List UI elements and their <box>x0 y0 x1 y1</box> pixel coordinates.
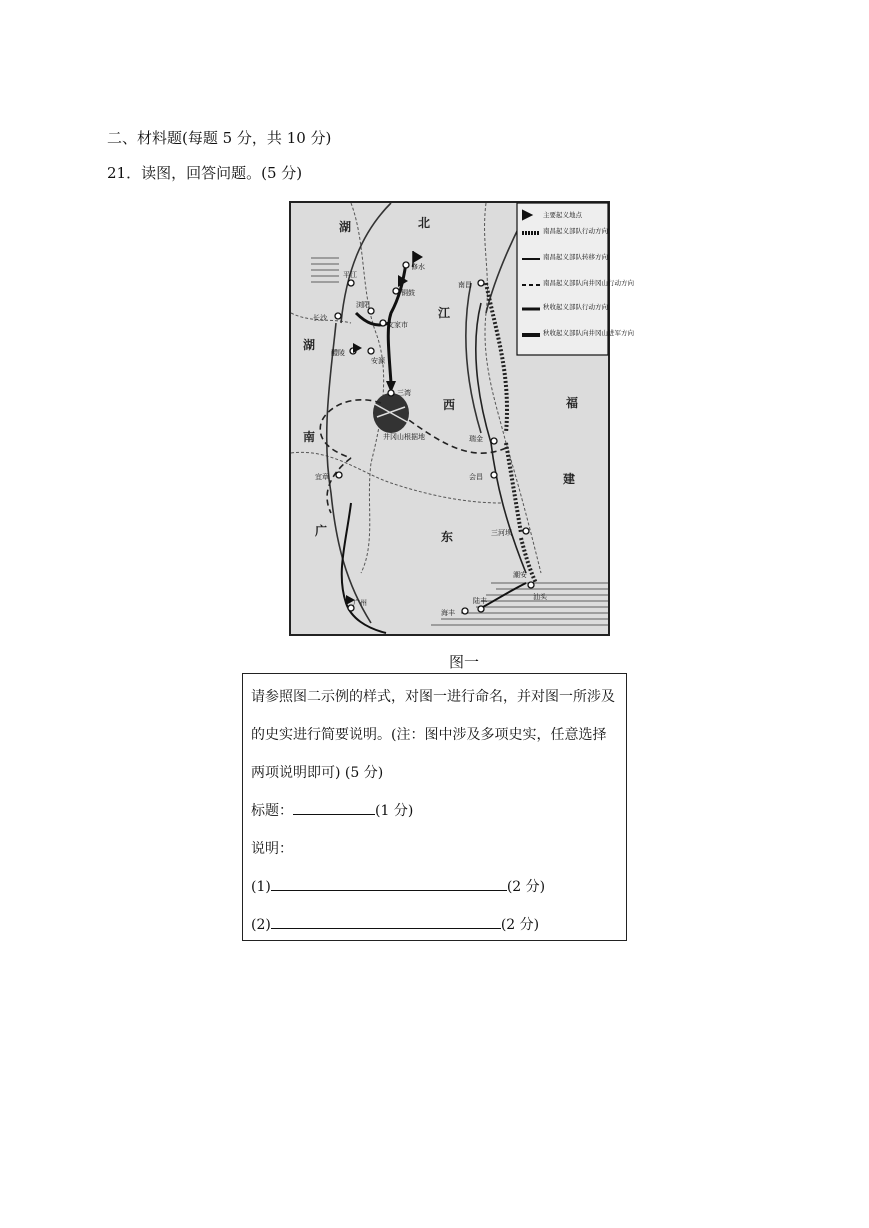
explain-label: 说明： <box>251 841 293 857</box>
map-place-lufeng: 陆丰 <box>473 597 487 605</box>
legend-item-2: 南昌起义部队行动方向 <box>543 227 608 235</box>
legend-item-1: 主要起义地点 <box>543 211 582 219</box>
map-place-changsha: 长沙 <box>313 314 327 322</box>
item1-answer-line[interactable] <box>271 874 507 891</box>
title-points: (1 分) <box>375 803 414 819</box>
historical-map <box>289 201 634 636</box>
item1-row <box>251 868 618 906</box>
map-label-jiang: 江 <box>438 306 451 320</box>
figure-caption: 图一 <box>449 653 480 671</box>
map-place-jinggangshan: 井冈山根据地 <box>383 433 425 441</box>
title-answer-line[interactable] <box>293 798 375 815</box>
item2-row <box>251 906 618 944</box>
map-place-pingjiang: 平江 <box>343 271 357 279</box>
map-label-guang: 广 <box>315 524 328 538</box>
map-place-huichang: 会昌 <box>469 473 483 481</box>
map-place-anyuan: 安源 <box>371 357 385 365</box>
map-place-haifeng: 海丰 <box>441 609 455 617</box>
answer-box <box>242 673 627 941</box>
legend-item-3: 南昌起义部队转移方向 <box>543 253 608 261</box>
map-label-nan: 南 <box>303 430 316 444</box>
map-label-xi: 西 <box>443 398 456 412</box>
item1-label: (1) <box>251 879 271 895</box>
map-place-xiushui: 修水 <box>411 263 425 271</box>
item1-points: (2 分) <box>506 879 546 895</box>
map-place-liling: 醴陵 <box>331 349 345 357</box>
legend-item-4: 南昌起义部队向井冈山行动方向 <box>543 279 634 287</box>
map-place-sanwan: 三湾 <box>397 389 411 397</box>
map-place-yizhang: 宜章 <box>315 473 329 481</box>
map-label-hu-2: 湖 <box>303 338 316 352</box>
section-heading: 二、材料题(每题 5 分，共 10 分) <box>107 129 332 147</box>
map-place-nanchang: 南昌 <box>458 281 472 289</box>
map-place-chaoan: 潮安 <box>513 571 527 579</box>
map-label-dong: 东 <box>441 530 454 544</box>
map-place-ruijin: 瑞金 <box>469 435 483 443</box>
title-label: 标题： <box>251 803 293 819</box>
question-title: 21．读图，回答问题。(5 分) <box>107 164 303 182</box>
item2-points: (2 分) <box>500 917 540 933</box>
map-label-hu-1: 湖 <box>339 220 352 234</box>
instruction-text: 请参照图二示例的样式，对图一进行命名，并对图一所涉及的史实进行简要说明。(注：图中涉及多项史实，任意选择两项说明即可) (5 分) <box>251 689 615 781</box>
item2-answer-line[interactable] <box>271 912 501 929</box>
map-legend <box>517 203 635 355</box>
map-place-tonggu: 铜鼓 <box>401 289 415 297</box>
legend-item-6: 秋收起义部队向井冈山进军方向 <box>543 329 634 337</box>
map-place-liuyang: 浏阳 <box>356 301 370 309</box>
map-place-shantou: 汕头 <box>533 593 547 601</box>
map-place-wenjiashi: 文家市 <box>387 321 408 329</box>
map-label-fu: 福 <box>566 396 579 410</box>
map-label-jian: 建 <box>563 472 576 486</box>
legend-item-5: 秋收起义部队行动方向 <box>543 303 608 311</box>
map-label-bei: 北 <box>418 216 431 230</box>
item2-label: (2) <box>251 917 271 933</box>
title-row <box>251 792 618 830</box>
map-place-sanheba: 三河坝 <box>491 529 512 537</box>
map-place-guangzhou: 广州 <box>353 599 367 607</box>
